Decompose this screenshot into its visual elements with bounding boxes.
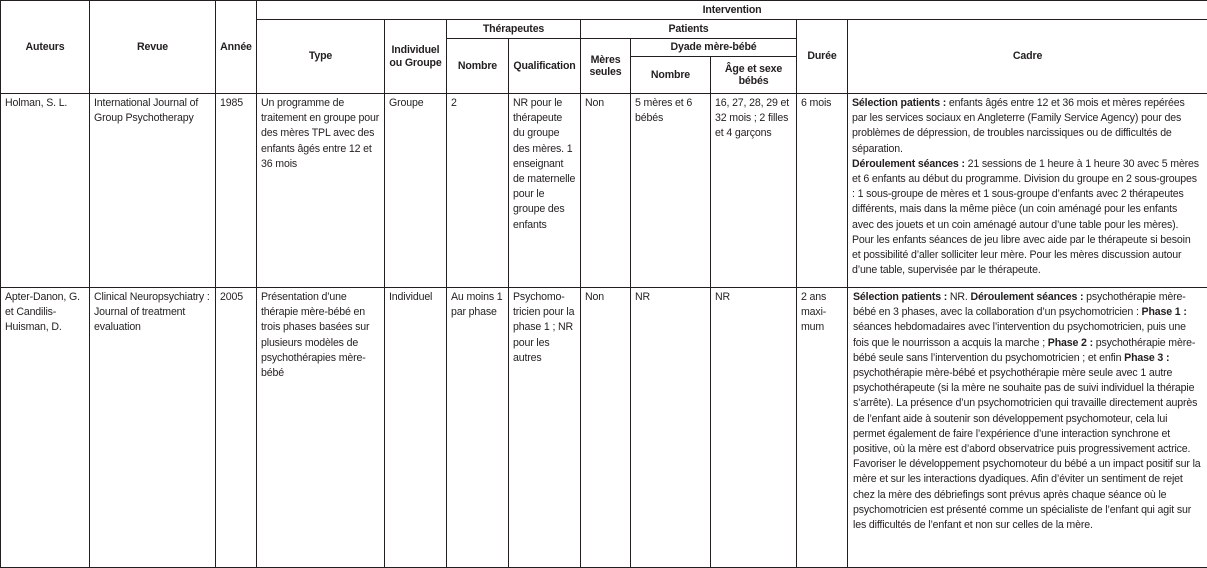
cell-therapeutes-nombre: Au moins 1 par phase: [447, 288, 509, 568]
cadre-label-phase-1: Phase 1 :: [1141, 306, 1187, 319]
header-meres-seules: Mères seules: [581, 39, 631, 94]
cell-cadre: [848, 94, 1207, 288]
header-therapeutes: Thérapeutes: [447, 20, 581, 39]
cell-type: Un programme de traitement en groupe pour des mères TPL avec des enfants âgés entre 12 et 36 mois: [257, 94, 385, 288]
cadre-text-selection: enfants âgés entre 12 et 36 mois et mères repérées par les services sociaux en Angleterre (Family Service Agency) pour des problèmes de dépression, de troubles narcissiques ou de difficultés de séparation.: [852, 97, 1185, 155]
cell-individuel-groupe: Groupe: [385, 94, 447, 288]
cell-annee: 2005: [216, 288, 257, 568]
cadre-label-deroulement: Déroulement séances :: [970, 291, 1084, 303]
cell-annee: 1985: [216, 94, 257, 288]
header-annee: Année: [216, 1, 257, 94]
header-therapeutes-nombre: Nombre: [447, 39, 509, 94]
header-patients: Patients: [581, 20, 797, 39]
cadre-label-phase-3: Phase 3 :: [1124, 351, 1170, 364]
table-row: [1, 288, 1207, 568]
header-qualification: Qualification: [509, 39, 581, 94]
cadre-text-phase-3: psychothérapie mère-bébé et psychothérapie mère seule avec 1 autre psychothérapeute (si la mère ne souhaite pas de suivi individuel la thérapie s’arrête). La présence d’un psychomotricien qui travaille directement auprès de l’enfant aide à soutenir son développement psychomoteur, cela lui permet également de faire l’expérience d’une interaction synchrone et positive, où la mère est d’abord observatrice puis progressivement actrice. Favoriser le développement psychomoteur du bébé a un impact positif sur la mère et sur les interactions dyadiques. Afin d’éviter un sentiment de rejet chez la mère des débriefings sont prévus après chaque séance où le psychomotricien est présenté comme un spécialiste de l’enfant qui agit sur les difficultés de l’enfant et non sur celles de la mère.: [853, 367, 1201, 532]
cell-qualification: Psychomo-tricien pour la phase 1 ; NR pour les autres: [509, 288, 581, 568]
header-intervention: Intervention: [257, 1, 1207, 20]
cadre-text-phase-1: séances hebdomadaires avec l’intervention du psychomotricien, puis une fois que le nourrisson a acquis la marche ;: [853, 321, 1186, 349]
header-dyade: Dyade mère-bébé: [631, 39, 797, 57]
cell-auteurs: Holman, S. L.: [1, 94, 90, 288]
cadre-text-deroulement: 21 sessions de 1 heure à 1 heure 30 avec 5 mères et 6 enfants au début du programme. Division du groupe en 2 sous-groupes : 1 sous-groupe de mères et 1 sous-groupe d’enfants avec 2 thérapeutes différents, mais dans la même pièce (un coin aménagé pour les enfants avec des jouets et un coin aménagé autour d’une table pour les mères). Pour les enfants séances de jeu libre avec aide par le thérapeute si besoin et possibilité d’aller solliciter leur mère. Pour les mères discussion autour d’une table, supervisée par le thérapeute.: [852, 157, 1199, 277]
cell-duree: 2 ans maxi-mum: [797, 288, 848, 568]
header-cadre: Cadre: [848, 20, 1207, 94]
header-auteurs: Auteurs: [1, 1, 90, 94]
cadre-text-deroulement: psychothérapie mère-bébé en 3 phases, avec la collaboration d’un psychomotricien :: [853, 291, 1186, 319]
cell-qualification: NR pour le thérapeute du groupe des mères. 1 enseignant de maternelle pour le groupe des enfants: [509, 94, 581, 288]
cell-cadre: [848, 288, 1207, 568]
cell-age-sexe: NR: [711, 288, 797, 568]
cell-dyade-nombre: NR: [631, 288, 711, 568]
table-row: [1, 94, 1207, 288]
cadre-label-selection: Sélection patients :: [853, 291, 948, 303]
header-individuel-groupe: Individuel ou Groupe: [385, 20, 447, 94]
header-type: Type: [257, 20, 385, 94]
cell-auteurs: Apter-Danon, G. et Candilis-Huisman, D.: [1, 288, 90, 568]
header-revue: Revue: [90, 1, 216, 94]
cell-type: Présentation d’une thérapie mère-bébé en trois phases basées sur plusieurs modèles de psychothérapies mère-bébé: [257, 288, 385, 568]
cell-dyade-nombre: 5 mères et 6 bébés: [631, 94, 711, 288]
header-dyade-nombre: Nombre: [631, 57, 711, 94]
cell-revue: International Journal of Group Psychotherapy: [90, 94, 216, 288]
cell-meres-seules: Non: [581, 288, 631, 568]
cell-age-sexe: 16, 27, 28, 29 et 32 mois ; 2 filles et 4 garçons: [711, 94, 797, 288]
cadre-label-deroulement: Déroulement séances :: [852, 157, 965, 170]
cadre-text-phase-2: psychothérapie mère-bébé seule sans l’intervention du psychomotricien ; et enfin: [853, 336, 1196, 364]
cell-revue: Clinical Neuropsychiatry : Journal of treatment evaluation: [90, 288, 216, 568]
cell-individuel-groupe: Individuel: [385, 288, 447, 568]
cadre-label-phase-2: Phase 2 :: [1047, 336, 1093, 349]
cell-duree: 6 mois: [797, 94, 848, 288]
cell-therapeutes-nombre: 2: [447, 94, 509, 288]
cell-meres-seules: Non: [581, 94, 631, 288]
cadre-text-selection: NR.: [947, 291, 971, 303]
header-duree: Durée: [797, 20, 848, 94]
cadre-label-selection: Sélection patients :: [852, 97, 947, 109]
header-age-sexe: Âge et sexe bébés: [711, 57, 797, 94]
